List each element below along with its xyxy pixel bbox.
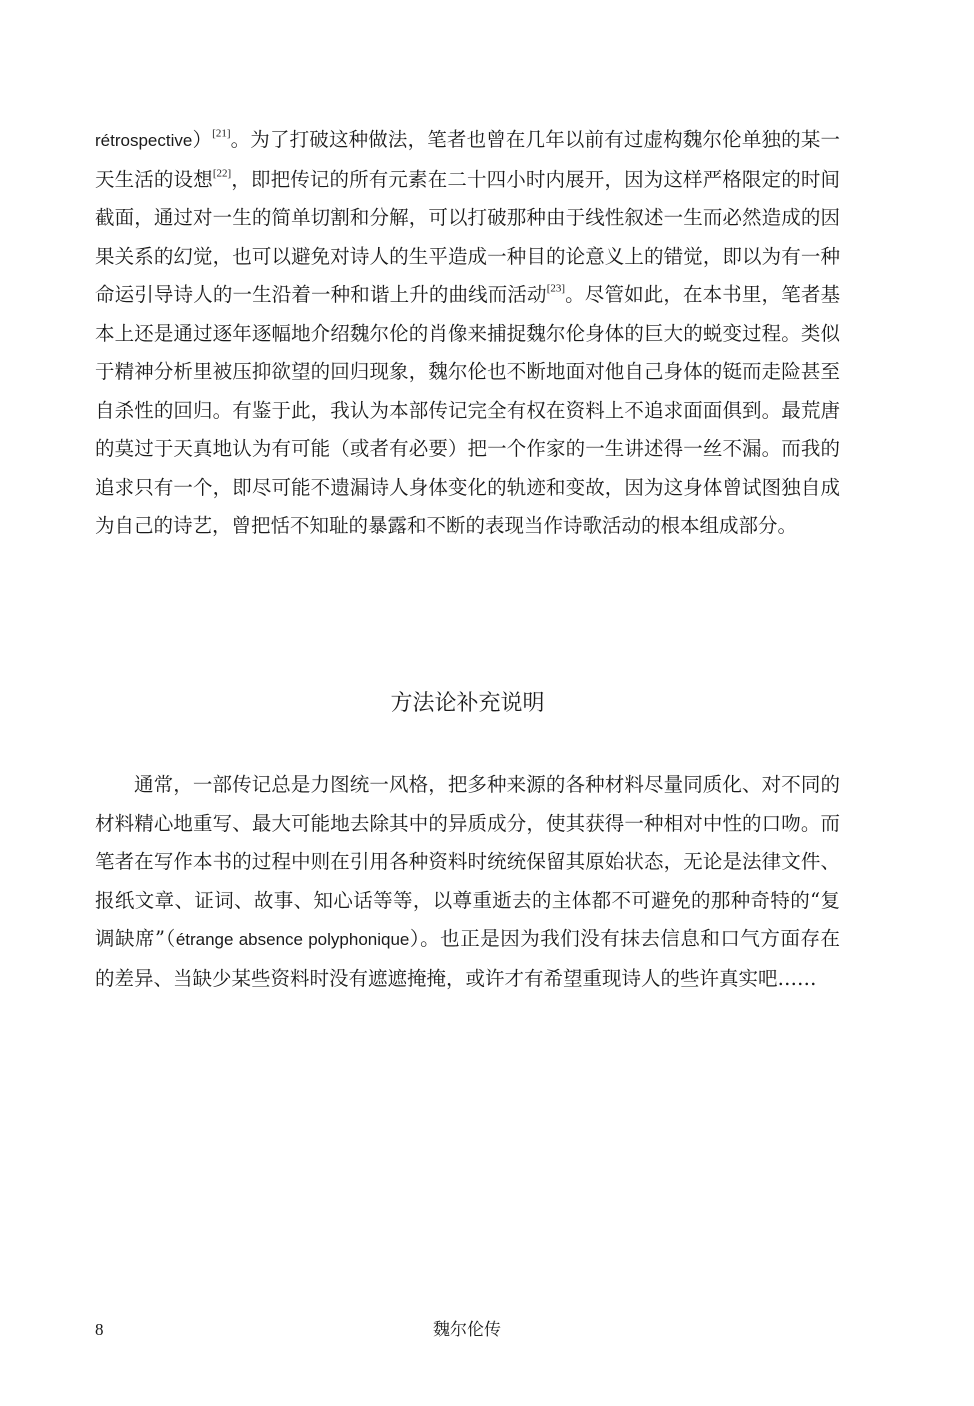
page-number: 8 <box>95 1320 104 1339</box>
french-term: rétrospective <box>95 131 193 150</box>
text-run: ，即把传记的所有元素在二十四小时内展开，因为这样严格限定的时间截面，通过对一生的简单切割和分解，可以打破那种由于线性叙述一生而必然造成的因果关系的幻觉，也可以避免对诗人的生平造成一种目的论意义上的错觉，即以为有一种命运引导诗人的一生沿着一种和谐上升的曲线而活动 <box>95 167 840 306</box>
body-paragraph-continued <box>95 121 840 546</box>
text-run: ）。也正是因为我们没有抹去信息和口气方面存在的差异、当缺少某些资料时没有遮遮掩掩，或许才有希望重现诗人的些许真实吧…… <box>95 927 840 990</box>
text-run: 。尽管如此，在本书里，笔者基本上还是通过逐年逐幅地介绍魏尔伦的肖像来捕捉魏尔伦身体的巨大的蜕变过程。类似于精神分析里被压抑欲望的回归现象，魏尔伦也不断地面对他自己身体的铤而走险甚至自杀性的回归。有鉴于此，我认为本部传记完全有权在资料上不追求面面俱到。最荒唐的莫过于天真地认为有可能（或者有必要）把一个作家的一生讲述得一丝不漏。而我的追求只有一个，即尽可能不遗漏诗人身体变化的轨迹和变故，因为这身体曾试图独自成为自己的诗艺，曾把恬不知耻的暴露和不断的表现当作诗歌活动的根本组成部分。 <box>95 283 840 537</box>
running-title: 魏尔伦传 <box>433 1320 501 1339</box>
footnote-ref-23: [23] <box>546 282 566 295</box>
footnote-ref-21: [21] <box>212 127 231 140</box>
footnote-ref-22: [22] <box>212 167 232 180</box>
text-run: 。为了打破这种做法，笔者也曾在几年以前有过虚构魏尔伦单独的某一天生活的设想 <box>95 128 840 191</box>
text-run: 通常，一部传记总是力图统一风格，把多种来源的各种材料尽量同质化、对不同的材料精心地重写、最大可能地去除其中的异质成分，使其获得一种相对中性的口吻。而笔者在写作本书的过程中则在引用各种资料时统统保留其原始状态，无论是法律文件、报纸文章、证词、故事、知心话等等，以尊重逝去的主体都不可避免的那种奇特的“复调缺席”（ <box>95 773 840 950</box>
french-term: étrange absence polyphonique <box>175 930 410 949</box>
section-heading: 方法论补充说明 <box>390 691 545 716</box>
text-run: ） <box>192 128 213 151</box>
body-paragraph <box>95 766 840 998</box>
